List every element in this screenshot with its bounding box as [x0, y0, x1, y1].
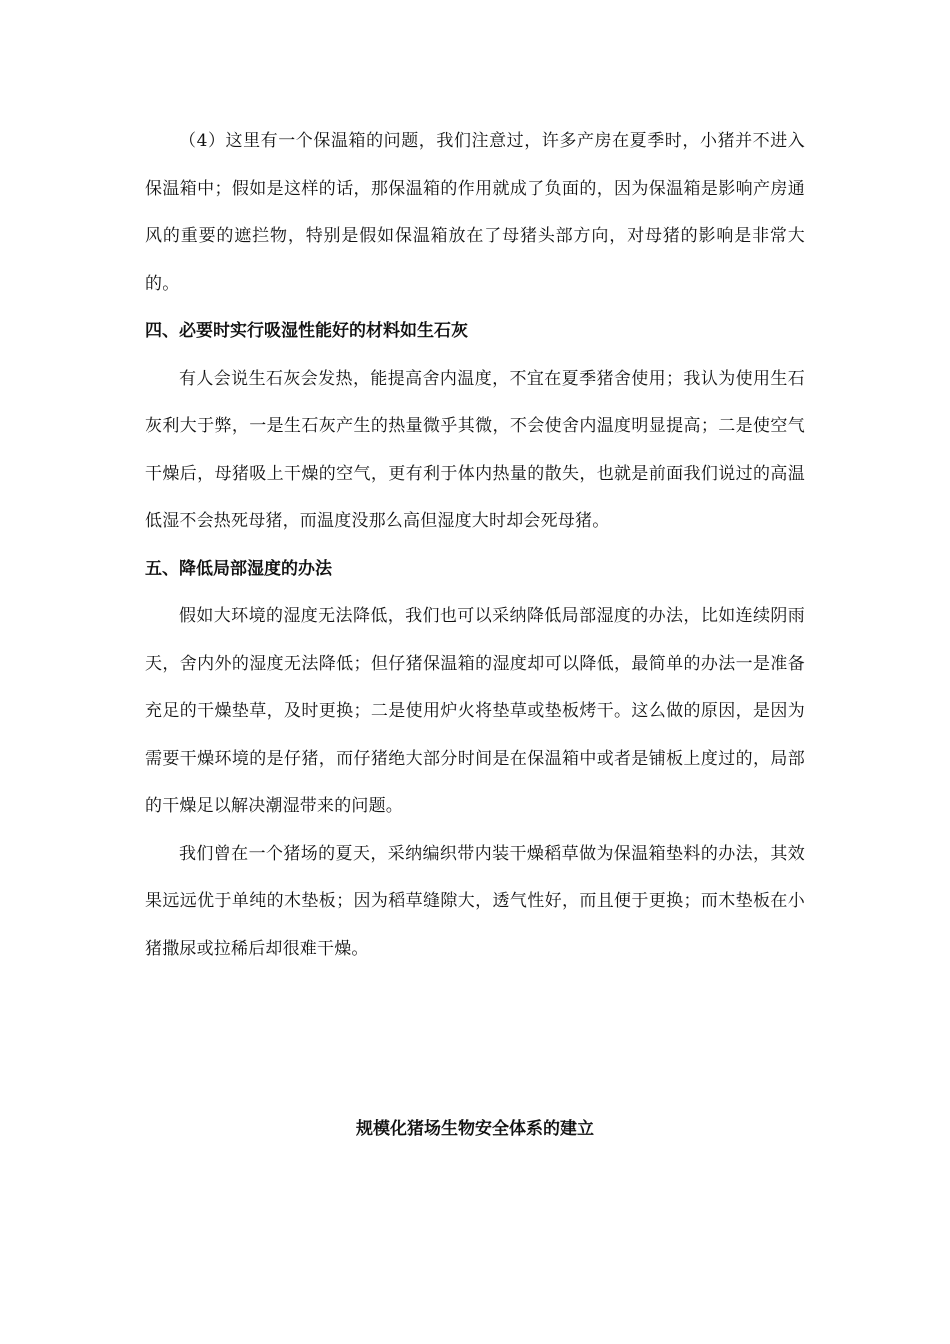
heading-section-four: 四、必要时实行吸湿性能好的材料如生石灰: [145, 321, 468, 341]
heading-section-five: 五、降低局部湿度的办法: [145, 558, 332, 579]
paragraph-straw-bedding: 我们曾在一个猪场的夏天，采纳编织带内装干燥稻草做为保温箱垫料的办法，其效果远远优于单纯的木垫板；因为稻草缝隙大，透气性好，而且便于更换；而木垫板在小猪撒尿或拉稀后却很难干燥。: [145, 843, 805, 959]
section-title: 规模化猪场生物安全体系的建立: [356, 1119, 594, 1139]
paragraph-incubator-issue: （4）这里有一个保温箱的问题，我们注意过，许多产房在夏季时，小猪并不进入保温箱中；假如是这样的话，那保温箱的作用就成了负面的，因为保温箱是影响产房通风的重要的遮拦物，特别是假如保温箱放在了母猪头部方向，对母猪的影响是非常大的。: [145, 131, 805, 294]
paragraph-quicklime: 有人会说生石灰会发热，能提高舍内温度，不宜在夏季猪舍使用；我认为使用生石灰利大于弊，一是生石灰产生的热量微乎其微，不会使舍内温度明显提高；二是使空气干燥后，母猪吸上干燥的空气，更有利于体内热量的散失，也就是前面我们说过的高温低湿不会热死母猪，而温度没那么高但湿度大时却会死母猪。: [145, 368, 805, 531]
paragraph-local-humidity: 假如大环境的湿度无法降低，我们也可以采纳降低局部湿度的办法，比如连续阴雨天，舍内外的湿度无法降低；但仔猪保温箱的湿度却可以降低，最简单的办法一是准备充足的干燥垫草，及时更换；二是使用炉火将垫草或垫板烤干。这么做的原因，是因为需要干燥环境的是仔猪，而仔猪绝大部分时间是在保温箱中或者是铺板上度过的，局部的干燥足以解决潮湿带来的问题。: [145, 606, 805, 816]
document-body: [145, 118, 805, 973]
